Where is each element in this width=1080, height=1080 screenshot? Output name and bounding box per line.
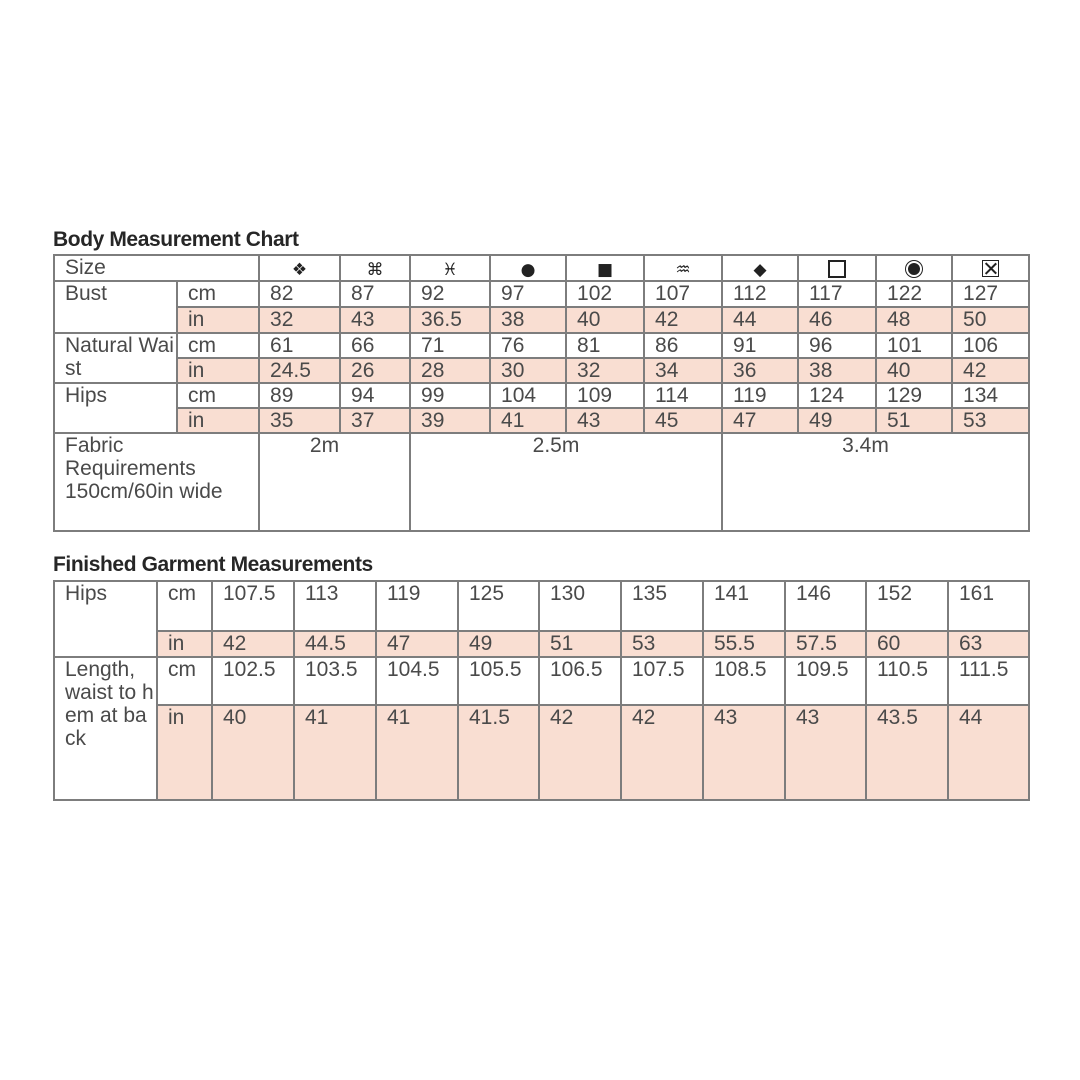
bust-cm-row <box>54 281 1029 307</box>
value-cell: 104.5 <box>376 657 458 705</box>
size-filled-circle-icon: ● <box>490 255 566 281</box>
value-cell: 102.5 <box>212 657 294 705</box>
value-cell: 87 <box>340 281 410 307</box>
value-cell: 86 <box>644 333 722 358</box>
size-filled-diamond-icon: ◆ <box>722 255 798 281</box>
value-cell: 34 <box>644 358 722 383</box>
value-cell: 106.5 <box>539 657 621 705</box>
value-cell: 134 <box>952 383 1029 408</box>
value-cell: 103.5 <box>294 657 376 705</box>
value-cell: 96 <box>798 333 876 358</box>
garment-measurement-table <box>53 580 1030 801</box>
value-cell: 91 <box>722 333 798 358</box>
value-cell: 48 <box>876 307 952 333</box>
unit-in: in <box>177 408 259 433</box>
unit-cm: cm <box>157 581 212 631</box>
size-filled-square-icon: ■ <box>566 255 644 281</box>
unit-cm: cm <box>177 383 259 408</box>
value-cell: 105.5 <box>458 657 539 705</box>
value-cell: 51 <box>539 631 621 657</box>
value-cell: 94 <box>340 383 410 408</box>
value-cell: 57.5 <box>785 631 866 657</box>
value-cell: 41 <box>294 705 376 800</box>
value-cell: 47 <box>376 631 458 657</box>
size-x-box-icon <box>952 255 1029 281</box>
value-cell: 43.5 <box>866 705 948 800</box>
fabric-value: 2m <box>259 433 410 531</box>
value-cell: 60 <box>866 631 948 657</box>
value-cell: 161 <box>948 581 1029 631</box>
value-cell: 109.5 <box>785 657 866 705</box>
value-cell: 89 <box>259 383 340 408</box>
value-cell: 43 <box>340 307 410 333</box>
value-cell: 99 <box>410 383 490 408</box>
value-cell: 55.5 <box>703 631 785 657</box>
value-cell: 40 <box>212 705 294 800</box>
value-cell: 108.5 <box>703 657 785 705</box>
value-cell: 129 <box>876 383 952 408</box>
value-cell: 24.5 <box>259 358 340 383</box>
body-chart-title: Body Measurement Chart <box>53 228 299 251</box>
value-cell: 61 <box>259 333 340 358</box>
value-cell: 28 <box>410 358 490 383</box>
value-cell: 141 <box>703 581 785 631</box>
value-cell: 81 <box>566 333 644 358</box>
size-flower-icon <box>876 255 952 281</box>
value-cell: 107.5 <box>621 657 703 705</box>
body-measurement-table <box>53 254 1030 532</box>
value-cell: 41 <box>490 408 566 433</box>
value-cell: 111.5 <box>948 657 1029 705</box>
value-cell: 109 <box>566 383 644 408</box>
value-cell: 41.5 <box>458 705 539 800</box>
value-cell: 50 <box>952 307 1029 333</box>
unit-in: in <box>177 307 259 333</box>
value-cell: 42 <box>539 705 621 800</box>
value-cell: 101 <box>876 333 952 358</box>
value-cell: 124 <box>798 383 876 408</box>
garment-hips-label: Hips <box>54 581 157 657</box>
value-cell: 42 <box>644 307 722 333</box>
unit-cm: cm <box>157 657 212 705</box>
value-cell: 43 <box>785 705 866 800</box>
value-cell: 49 <box>458 631 539 657</box>
value-cell: 127 <box>952 281 1029 307</box>
waist-in-row <box>54 358 1029 383</box>
value-cell: 152 <box>866 581 948 631</box>
unit-in: in <box>157 631 212 657</box>
value-cell: 53 <box>621 631 703 657</box>
value-cell: 41 <box>376 705 458 800</box>
value-cell: 35 <box>259 408 340 433</box>
fabric-label: Fabric Requirements 150cm/60in wide <box>54 433 259 531</box>
size-aquarius-icon: ♒ <box>644 255 722 281</box>
hips-in-row <box>54 408 1029 433</box>
value-cell: 43 <box>703 705 785 800</box>
value-cell: 122 <box>876 281 952 307</box>
fabric-value: 3.4m <box>722 433 1029 531</box>
garment-hips-cm-row <box>54 581 1029 631</box>
value-cell: 117 <box>798 281 876 307</box>
value-cell: 26 <box>340 358 410 383</box>
value-cell: 47 <box>722 408 798 433</box>
value-cell: 42 <box>212 631 294 657</box>
value-cell: 113 <box>294 581 376 631</box>
size-four-diamond-icon: ❖ <box>259 255 340 281</box>
size-pisces-icon: ♓ <box>410 255 490 281</box>
value-cell: 114 <box>644 383 722 408</box>
value-cell: 36 <box>722 358 798 383</box>
value-cell: 112 <box>722 281 798 307</box>
value-cell: 32 <box>259 307 340 333</box>
fabric-value: 2.5m <box>410 433 722 531</box>
value-cell: 40 <box>876 358 952 383</box>
unit-cm: cm <box>177 281 259 307</box>
value-cell: 44 <box>948 705 1029 800</box>
value-cell: 104 <box>490 383 566 408</box>
waist-label: Natural Waist <box>54 333 177 383</box>
size-header-row <box>54 255 1029 281</box>
value-cell: 51 <box>876 408 952 433</box>
value-cell: 63 <box>948 631 1029 657</box>
unit-cm: cm <box>177 333 259 358</box>
garment-length-label: Length, waist to hem at back <box>54 657 157 800</box>
waist-cm-row <box>54 333 1029 358</box>
bust-in-row <box>54 307 1029 333</box>
value-cell: 107 <box>644 281 722 307</box>
value-cell: 42 <box>621 705 703 800</box>
garment-hips-in-row <box>54 631 1029 657</box>
value-cell: 53 <box>952 408 1029 433</box>
value-cell: 125 <box>458 581 539 631</box>
value-cell: 38 <box>490 307 566 333</box>
value-cell: 92 <box>410 281 490 307</box>
value-cell: 146 <box>785 581 866 631</box>
value-cell: 97 <box>490 281 566 307</box>
size-command-key-icon: ⌘ <box>340 255 410 281</box>
value-cell: 36.5 <box>410 307 490 333</box>
unit-in: in <box>157 705 212 800</box>
garment-length-in-row <box>54 705 1029 800</box>
hips-cm-row <box>54 383 1029 408</box>
value-cell: 106 <box>952 333 1029 358</box>
value-cell: 102 <box>566 281 644 307</box>
size-hollow-square-icon <box>798 255 876 281</box>
value-cell: 110.5 <box>866 657 948 705</box>
value-cell: 43 <box>566 408 644 433</box>
value-cell: 49 <box>798 408 876 433</box>
value-cell: 30 <box>490 358 566 383</box>
value-cell: 130 <box>539 581 621 631</box>
value-cell: 66 <box>340 333 410 358</box>
hips-label: Hips <box>54 383 177 433</box>
value-cell: 119 <box>722 383 798 408</box>
value-cell: 38 <box>798 358 876 383</box>
size-label: Size <box>54 255 259 281</box>
value-cell: 39 <box>410 408 490 433</box>
garment-chart-title: Finished Garment Measurements <box>53 553 373 576</box>
bust-label: Bust <box>54 281 177 333</box>
value-cell: 37 <box>340 408 410 433</box>
value-cell: 82 <box>259 281 340 307</box>
value-cell: 32 <box>566 358 644 383</box>
value-cell: 119 <box>376 581 458 631</box>
value-cell: 46 <box>798 307 876 333</box>
value-cell: 45 <box>644 408 722 433</box>
value-cell: 44 <box>722 307 798 333</box>
value-cell: 42 <box>952 358 1029 383</box>
value-cell: 40 <box>566 307 644 333</box>
value-cell: 44.5 <box>294 631 376 657</box>
value-cell: 71 <box>410 333 490 358</box>
unit-in: in <box>177 358 259 383</box>
garment-length-cm-row <box>54 657 1029 705</box>
value-cell: 76 <box>490 333 566 358</box>
value-cell: 107.5 <box>212 581 294 631</box>
fabric-row <box>54 433 1029 531</box>
value-cell: 135 <box>621 581 703 631</box>
